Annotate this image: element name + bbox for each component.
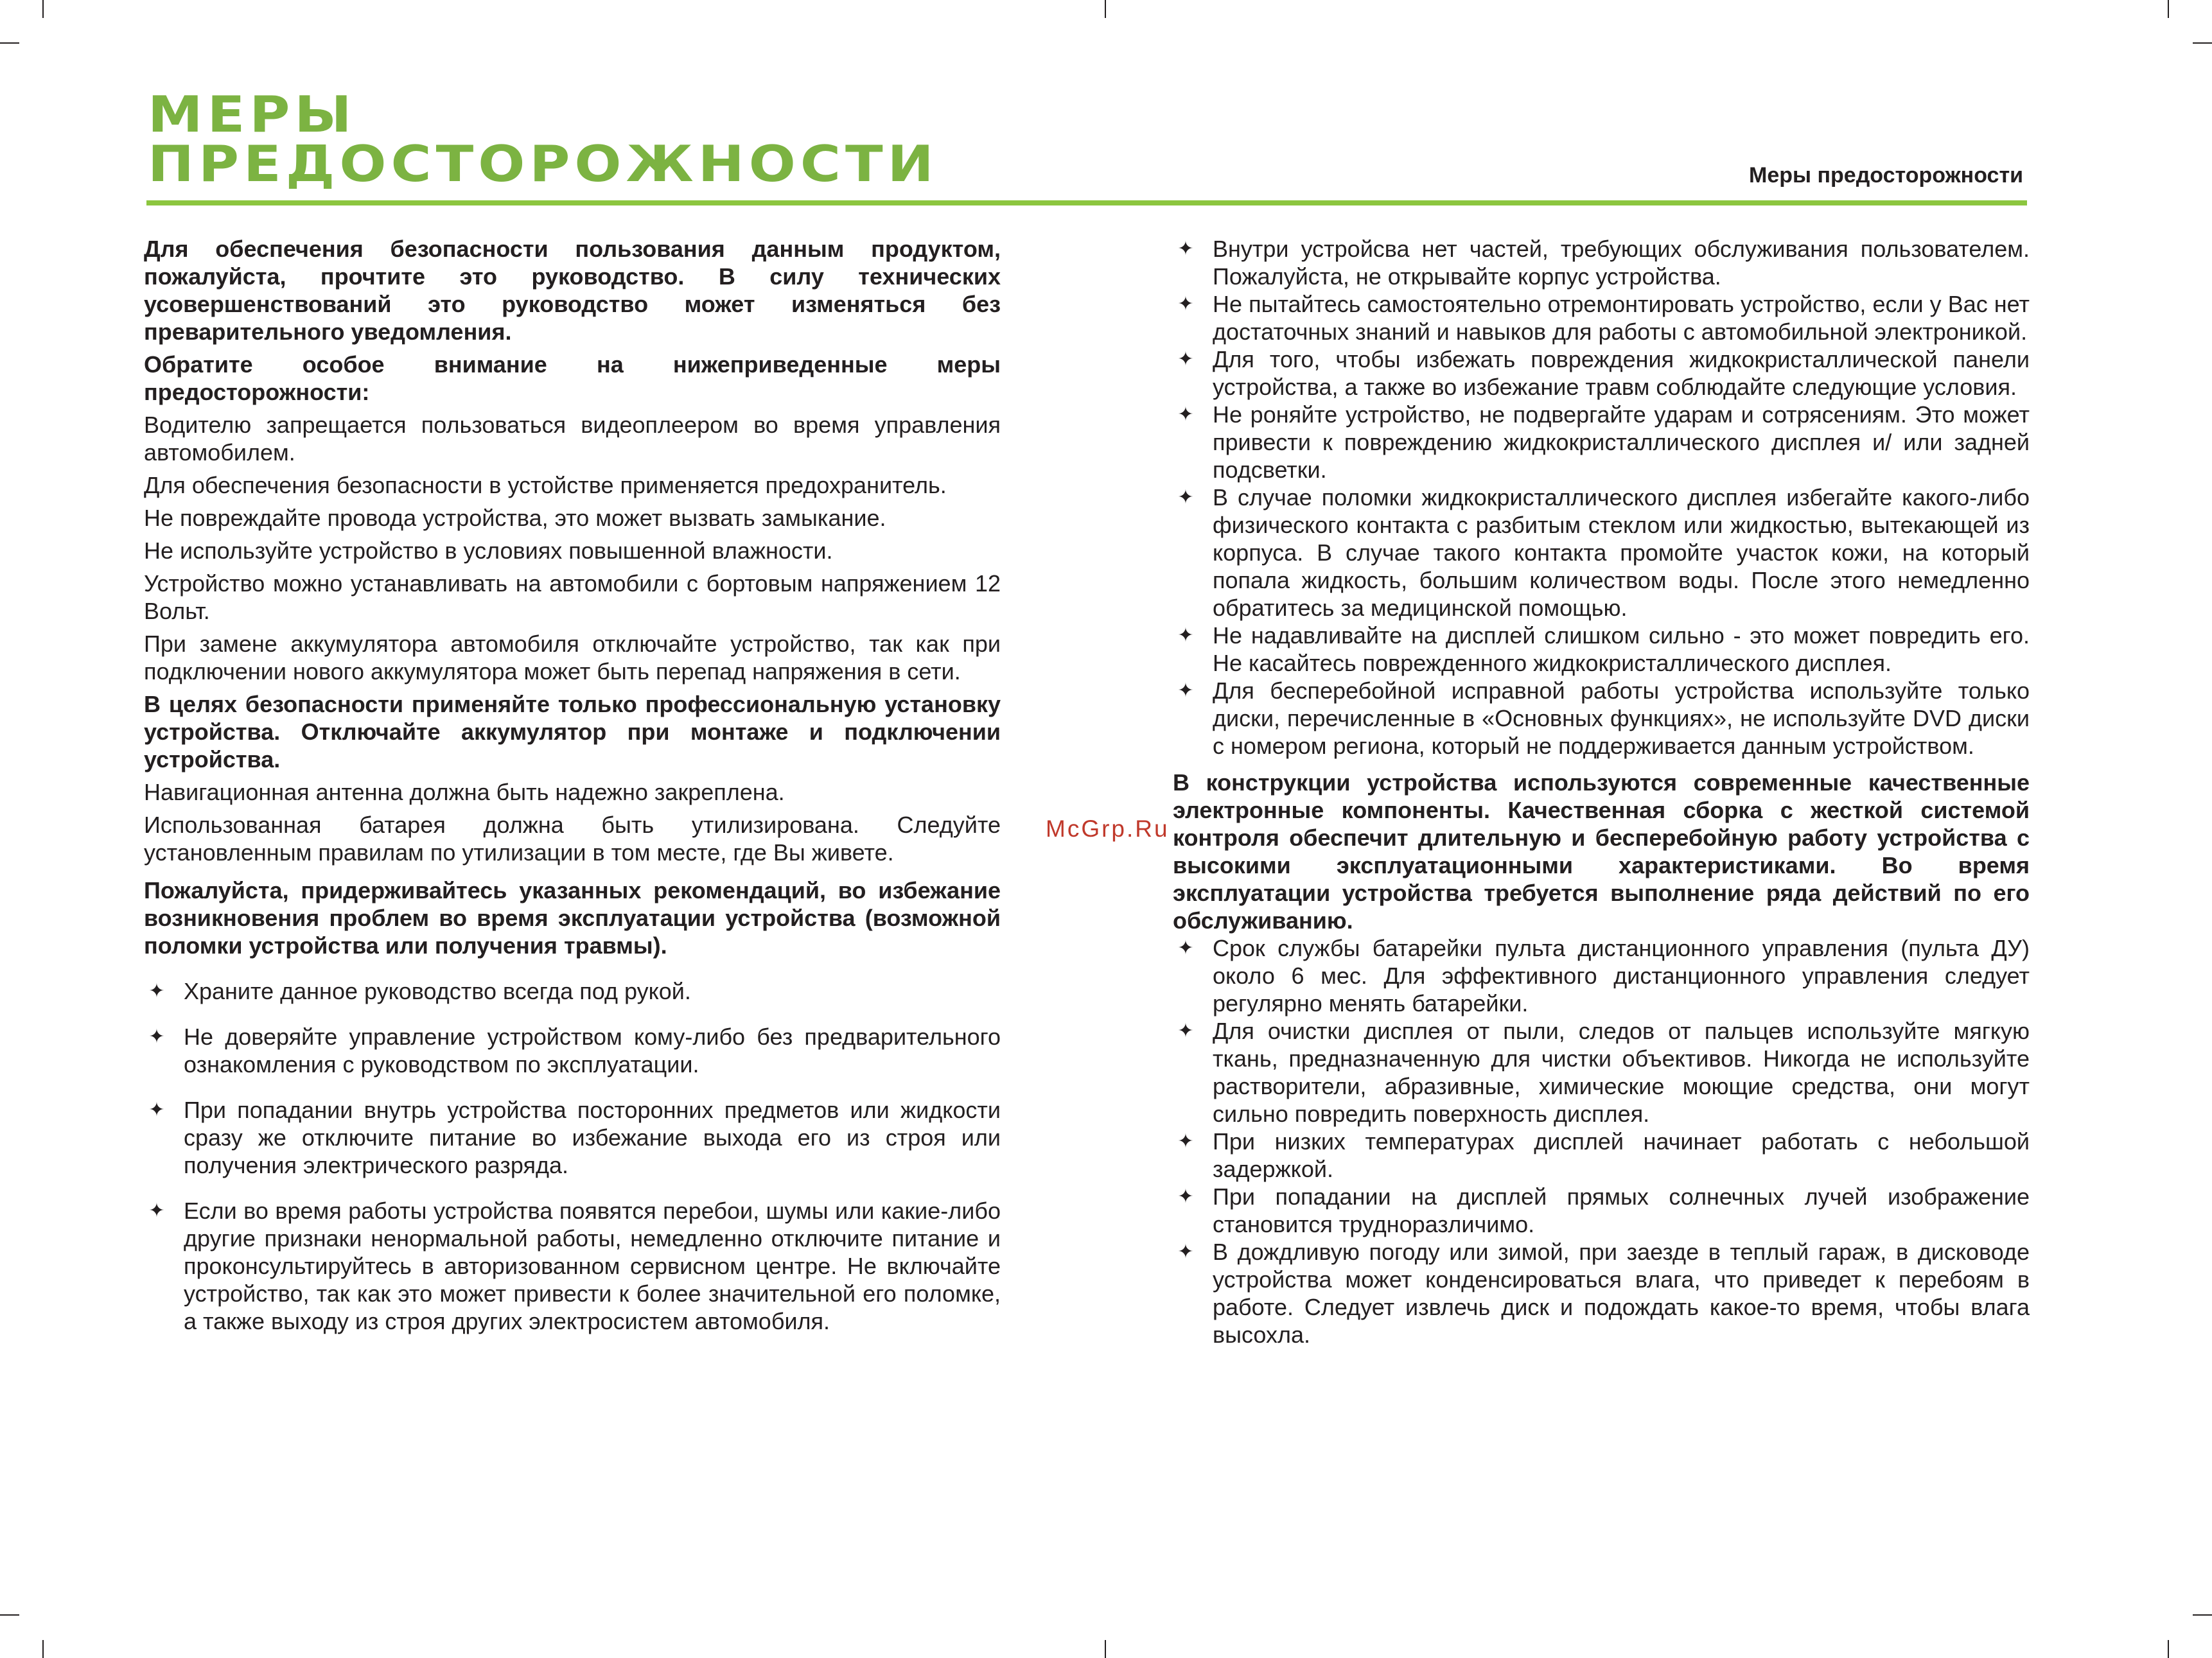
sparkle-icon: ✦ — [1177, 625, 1194, 646]
page-title-line-1: МЕРЫ — [148, 85, 356, 144]
list-item — [1173, 235, 2030, 290]
crop-mark — [2193, 42, 2212, 44]
crop-mark — [0, 1614, 19, 1616]
safety-paragraph: В целях безопасности применяйте только профессиональную установку устройства. Отключайте аккумулятор при монтаже и подключении устройства. — [144, 691, 1001, 772]
attention-paragraph: Обратите особое внимание на нижеприведенные меры предосторожности: — [144, 351, 1001, 405]
section-header: Меры предосторожности — [1749, 163, 2023, 188]
list-item-text: В дождливую погоду или зимой, при заезде в теплый гараж, в дисководе устройства может конденсироваться влага, что приведет к перебоям в работе. Следует извлечь диск и подождать какое-то время, чтобы влага высохла. — [1213, 1239, 2030, 1348]
list-item-text: Для того, чтобы избежать повреждения жидкокристаллической панели устройства, а также во избежание травм соблюдайте следующие условия. — [1213, 346, 2030, 400]
sparkle-icon: ✦ — [148, 981, 165, 1002]
paragraph: Навигационная антенна должна быть надежно закреплена. — [144, 779, 785, 805]
precautions-list — [1173, 235, 2030, 760]
page-title — [148, 85, 938, 194]
list-item-text: Не роняйте устройство, не подвергайте ударам и сотрясениям. Это может привести к повреждению жидкокристаллического дисплея и/ или задней подсветки. — [1213, 401, 2030, 483]
list-item — [1173, 1017, 2030, 1128]
list-item-text: Для очистки дисплея от пыли, следов от пальцев используйте мягкую ткань, предназначенную для чистки объективов. Никогда не используйте растворители, абразивные, химические моющие средства, они могут сильно повредить поверхность дисплея. — [1213, 1018, 2030, 1127]
list-item — [1173, 1238, 2030, 1348]
crop-mark — [2168, 1640, 2169, 1658]
sparkle-icon: ✦ — [1177, 1131, 1194, 1152]
precautions-list — [144, 977, 1001, 1335]
maintenance-list — [1173, 934, 2030, 1348]
sparkle-icon: ✦ — [1177, 938, 1194, 959]
left-column — [144, 235, 1001, 1353]
paragraph: При замене аккумулятора автомобиля отключайте устройство, так как при подключении нового аккумулятора может быть перепад напряжения в сети. — [144, 631, 1001, 685]
list-item-text: Если во время работы устройства появятся перебои, шумы или какие-либо другие признаки ненормальной работы, немедленно отключите питание и проконсультируйтесь в авторизованном сервисном центре. Не включайте устройство, так как это может привести к более значительной его поломке, а также выходу из строя других электросистем автомобиля. — [184, 1198, 1001, 1334]
sparkle-icon: ✦ — [1177, 238, 1194, 259]
intro-paragraph: Для обеспечения безопасности пользования данным продуктом, пожалуйста, прочтите это руководство. В силу технических усовершенствований это руководство может изменяться без преварительного уведомления. — [144, 236, 1001, 345]
page-title-line-2: ПРЕДОСТОРОЖНОСТИ — [148, 135, 938, 194]
list-item-text: Не надавливайте на дисплей слишком сильно - это может повредить его. Не касайтесь поврежденного жидкокристаллического дисплея. — [1213, 622, 2030, 676]
sparkle-icon: ✦ — [1177, 680, 1194, 701]
list-item — [1173, 1183, 2030, 1238]
list-item — [1173, 622, 2030, 677]
list-item-text: Для бесперебойной исправной работы устройства используйте только диски, перечисленные в «Основных функциях», не используйте DVD диски с номером региона, который не поддерживается данным устройством. — [1213, 677, 2030, 759]
right-column — [1173, 235, 2030, 1348]
paragraph: Устройство можно устанавливать на автомобили с бортовым напряжением 12 Вольт. — [144, 570, 1001, 624]
list-item-text: При низких температурах дисплей начинает работать с небольшой задержкой. — [1213, 1128, 2030, 1182]
sparkle-icon: ✦ — [148, 1026, 165, 1047]
list-item — [144, 1096, 1001, 1179]
list-item — [1173, 484, 2030, 622]
sparkle-icon: ✦ — [1177, 293, 1194, 315]
paragraph: Не используйте устройство в условиях повышенной влажности. — [144, 537, 833, 564]
sparkle-icon: ✦ — [1177, 1186, 1194, 1207]
sparkle-icon: ✦ — [1177, 349, 1194, 370]
list-item-text: В случае поломки жидкокристаллического дисплея избегайте какого-либо физического контакта с разбитым стеклом или жидкостью, вытекающей из корпуса. В случае такого контакта промойте участок кожи, на который попала жидкость, большим количеством воды. После этого немедленно обратитесь за медицинской помощью. — [1213, 484, 2030, 621]
list-item-text: Срок службы батарейки пульта дистанционного управления (пульта ДУ) около 6 мес. Для эффективного дистанционного управления следует регулярно менять батарейки. — [1213, 935, 2030, 1017]
crop-mark — [2193, 1614, 2212, 1616]
list-item — [1173, 345, 2030, 401]
list-item-text: При попадании на дисплей прямых солнечных лучей изображение становится трудноразличимо. — [1213, 1183, 2030, 1237]
sparkle-icon: ✦ — [1177, 487, 1194, 508]
sparkle-icon: ✦ — [1177, 1020, 1194, 1042]
list-item — [144, 1197, 1001, 1335]
list-item — [1173, 934, 2030, 1017]
list-item — [144, 1023, 1001, 1078]
crop-mark — [1105, 1640, 1106, 1658]
list-item — [144, 977, 1001, 1005]
header-divider — [146, 200, 2027, 205]
crop-mark — [0, 42, 19, 44]
sparkle-icon: ✦ — [1177, 1241, 1194, 1262]
crop-mark — [42, 1640, 44, 1658]
list-item-text: Не доверяйте управление устройством кому-либо без предварительного ознакомления с руководством по эксплуатации. — [184, 1024, 1001, 1078]
list-item — [1173, 401, 2030, 484]
paragraph: Водителю запрещается пользоваться видеоплеером во время управления автомобилем. — [144, 412, 1001, 466]
list-item — [1173, 677, 2030, 760]
sparkle-icon: ✦ — [148, 1099, 165, 1121]
paragraph: Не повреждайте провода устройства, это может вызвать замыкание. — [144, 505, 886, 531]
paragraph: Для обеспечения безопасности в устойстве применяется предохранитель. — [144, 472, 947, 498]
sparkle-icon: ✦ — [148, 1200, 165, 1221]
crop-mark — [42, 0, 44, 18]
list-item-text: Храните данное руководство всегда под рукой. — [184, 978, 691, 1004]
list-item — [1173, 1128, 2030, 1183]
crop-mark — [1105, 0, 1106, 18]
paragraph: Использованная батарея должна быть утилизирована. Следуйте установленным правилам по утилизации в том месте, где Вы живете. — [144, 812, 1001, 866]
watermark-text: McGrp.Ru — [1046, 816, 1170, 842]
list-item-text: При попадании внутрь устройства посторонних предметов или жидкости сразу же отключите питание во избежание выхода его из строя или получения электрического разряда. — [184, 1097, 1001, 1178]
crop-mark — [2168, 0, 2169, 18]
list-item-text: Не пытайтесь самостоятельно отремонтировать устройство, если у Вас нет достаточных знаний и навыков для работы с автомобильной электроникой. — [1213, 291, 2030, 345]
list-item — [1173, 290, 2030, 345]
list-item-text: Внутри устройсва нет частей, требующих обслуживания пользователем. Пожалуйста, не открывайте корпус устройства. — [1213, 236, 2030, 290]
sparkle-icon: ✦ — [1177, 404, 1194, 425]
construction-paragraph: В конструкции устройства используются современные качественные электронные компоненты. Качественная сборка с жесткой системой контроля обеспечит длительную и бесперебойную работу устройства с высокими эксплуатационными характеристиками. Во время эксплуатации устройства требуется выполнение ряда действий по его обслуживанию. — [1173, 769, 2030, 934]
recommendation-paragraph: Пожалуйста, придерживайтесь указанных рекомендаций, во избежание возникновения проблем во время эксплуатации устройства (возможной поломки устройства или получения травмы). — [144, 877, 1001, 959]
